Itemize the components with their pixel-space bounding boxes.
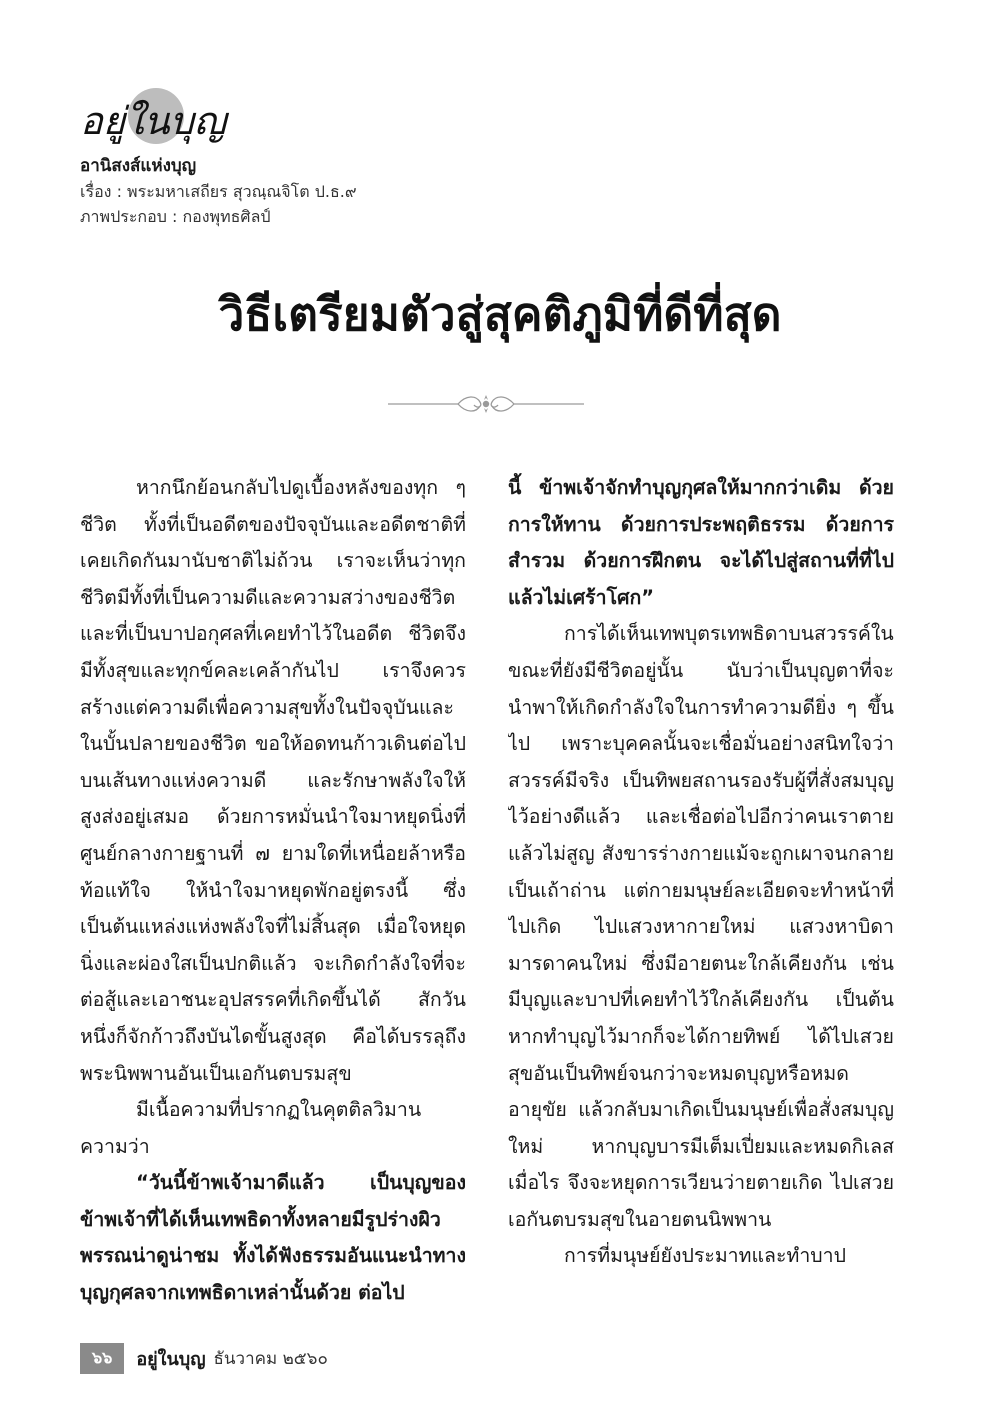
article-paragraph: การได้เห็นเทพบุตรเทพธิดาบนสวรรค์ในขณะที่ยังมีชีวิตอยู่นั้น นับว่าเป็นบุญตาที่จะนำพาให้เกิดกำลังใจในการทำความดียิ่ง ๆ ขึ้นไป เพราะบุคคลนั้นจะเชื่อมั่นอย่างสนิทใจว่า สวรรค์มีจริง เป็นทิพยสถานรองรับผู้ที่สั่งสมบุญไว้อย่างดีแล้ว และเชื่อต่อไปอีกว่าคนเราตายแล้วไม่สูญ สังขารร่างกายแม้จะถูกเผาจนกลายเป็นเถ้าถ่าน แต่กายมนุษย์ละเอียดจะทำหน้าที่ไปเกิด ไปแสวงหากายใหม่ แสวงหาบิดามารดาคนใหม่ ซึ่งมีอายตนะใกล้เคียงกัน เช่น มีบุญและบาปที่เคยทำไว้ใกล้เคียงกัน เป็นต้น หากทำบุญไว้มากก็จะได้กายทิพย์ ได้ไปเสวยสุขอันเป็นทิพย์จนกว่าจะหมดบุญหรือหมดอายุขัย แล้วกลับมาเกิดเป็นมนุษย์เพื่อสั่งสมบุญใหม่ หากบุญบารมีเต็มเปี่ยมและหมดกิเลสเมื่อไร จึงจะหยุดการเวียนว่ายตายเกิด ไปเสวยเอกันตบรมสุขในอายตนนิพพาน [508,622,894,1231]
article-paragraph: มีเนื้อความที่ปรากฏในคุตติลวิมานความว่า [80,1098,422,1158]
ornament-divider-icon [388,392,584,416]
illustration-credit: ภาพประกอบ : กองพุทธศิลป์ [80,207,271,226]
story-credit: เรื่อง : พระมหาเสถียร สุวณฺณจิโต ป.ธ.๙ [80,182,357,201]
magazine-logo [80,88,230,148]
article-column-right [508,470,894,1275]
quote-paragraph: “วันนี้ข้าพเจ้ามาดีแล้ว เป็นบุญของข้าพเจ้าที่ได้เห็นเทพธิดาทั้งหลายมีรูปร่างผิวพรรณน่าดูน่าชม ทั้งได้ฟังธรรมอันแนะนำทางบุญกุศลจากเทพธิดาเหล่านั้นด้วย ต่อไป [80,1171,466,1305]
footer-issue-date: ธันวาคม ๒๕๖๐ [213,1349,328,1369]
quote-paragraph-continued: นี้ ข้าพเจ้าจักทำบุญกุศลให้มากกว่าเดิม ด้วยการให้ทาน ด้วยการประพฤติธรรม ด้วยการสำรวม ด้วยการฝึกตน จะได้ไปสู่สถานที่ที่ไปแล้วไม่เศร้าโศก” [508,476,894,609]
article-paragraph: การที่มนุษย์ยังประมาทและทำบาป [564,1244,846,1268]
article-paragraph: หากนึกย้อนกลับไปดูเบื้องหลังของทุก ๆ ชีวิต ทั้งที่เป็นอดีตของปัจจุบันและอดีตชาติที่เคยเกิดกันมานับชาติไม่ถ้วน เราจะเห็นว่าทุกชีวิตมีทั้งที่เป็นความดีและความสว่างของชีวิต และที่เป็นบาปอกุศลที่เคยทำไว้ในอดีต ชีวิตจึงมีทั้งสุขและทุกข์คละเคล้ากันไป เราจึงควรสร้างแต่ความดีเพื่อความสุขทั้งในปัจจุบันและในบั้นปลายของชีวิต ขอให้อดทนก้าวเดินต่อไปบนเส้นทางแห่งความดี และรักษาพลังใจให้สูงส่งอยู่เสมอ ด้วยการหมั่นนำใจมาหยุดนิ่งที่ศูนย์กลางกายฐานที่ ๗ ยามใดที่เหนื่อยล้าหรือท้อแท้ใจ ให้นำใจมาหยุดพักอยู่ตรงนี้ ซึ่งเป็นต้นแหล่งแห่งพลังใจที่ไม่สิ้นสุด เมื่อใจหยุดนิ่งและผ่องใสเป็นปกติแล้ว จะเกิดกำลังใจที่จะต่อสู้และเอาชนะอุปสรรคที่เกิดขึ้นได้ สักวันหนึ่งก็จักก้าวถึงบันไดขั้นสูงสุด คือได้บรรลุถึงพระนิพพานอันเป็นเอกันตบรมสุข [80,476,466,1085]
article-column-left [80,470,466,1312]
section-label: อานิสงส์แห่งบุญ [80,156,197,176]
page-footer [80,1343,328,1374]
page-header [80,88,357,229]
footer-magazine-name: อยู่ในบุญ [136,1349,206,1370]
logo-text: อยู่ในบุญ [80,99,227,143]
page-number: ๖๖ [80,1343,124,1374]
article-title: วิธีเตรียมตัวสู่สุคติภูมิที่ดีที่สุด [218,287,782,341]
